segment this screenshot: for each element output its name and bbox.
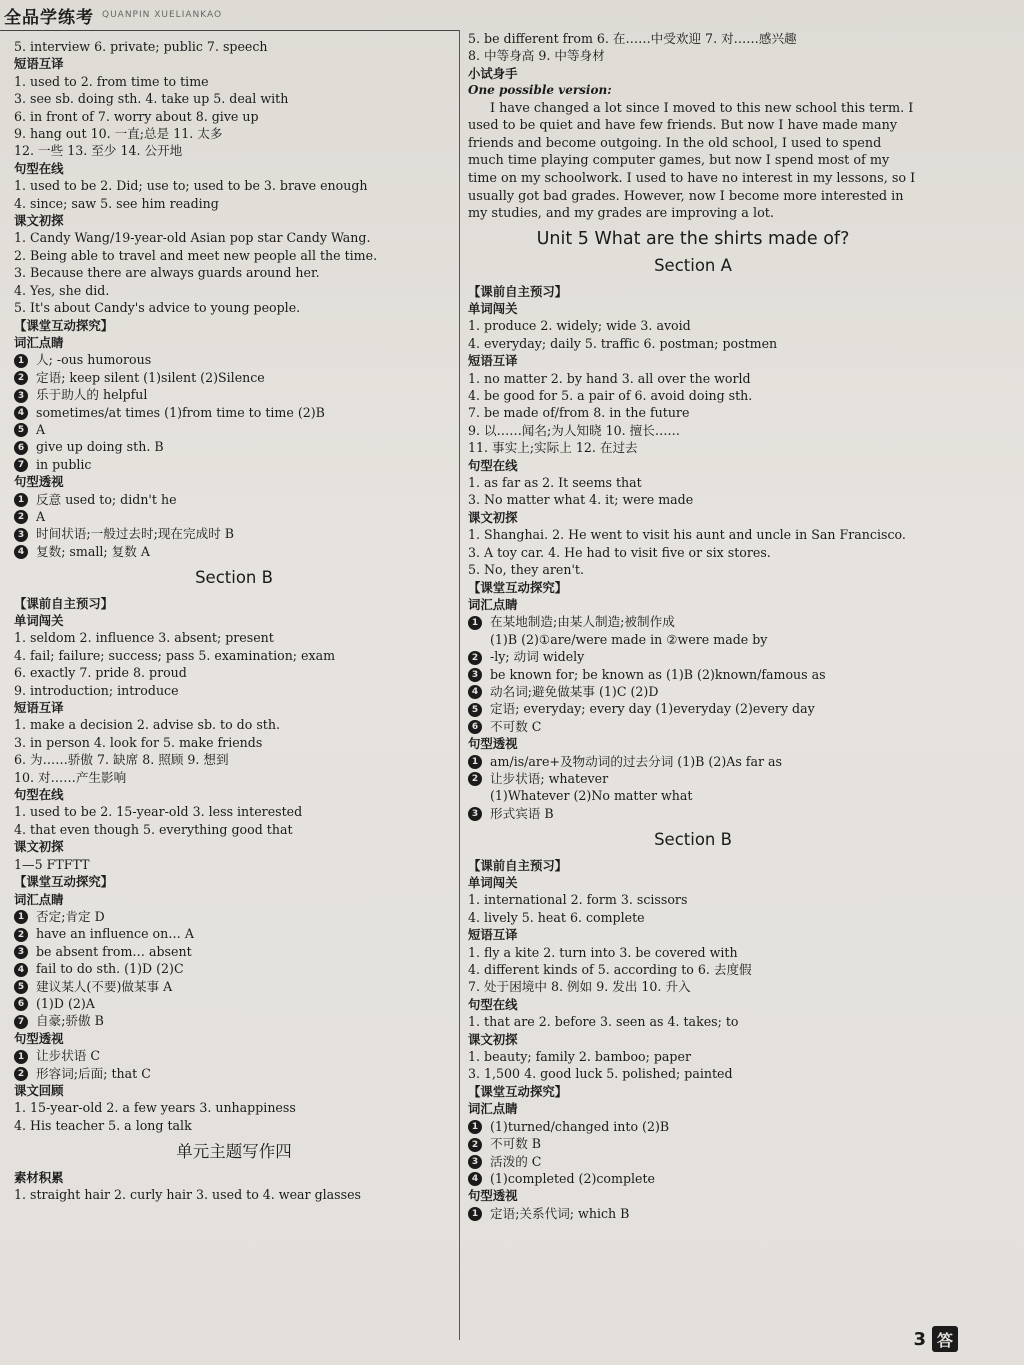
answer-line: 3. in person 4. look for 5. make friends [14, 734, 263, 750]
sample-essay: I have changed a lot since I moved to this new school this term. I used to be quiet and have few friends. But now I have made many friends and become outgoing. In the old school, I used to spend much time playing computer games, but now I spend most of my time on my schoolwork. I used to have no interest in my lessons, so I usually got bad grades. However, now I become more interested in my studies, and my grades are improving a lot. [468, 100, 916, 222]
item-number-badge: 5 [468, 703, 482, 717]
numbered-answer [14, 543, 454, 560]
numbered-answer [14, 1065, 454, 1082]
section-heading: 【课前自主预习】 [14, 595, 114, 611]
answer-badge: 答 [932, 1326, 958, 1352]
answer-subline: (1)Whatever (2)No matter what [490, 788, 693, 804]
item-number-badge: 6 [14, 441, 28, 455]
numbered-answer [14, 995, 454, 1012]
numbered-answer [14, 908, 454, 925]
answer-line: 4. His teacher 5. a long talk [14, 1117, 192, 1133]
numbered-answer [468, 1170, 918, 1187]
answer-text: 定语; keep silent (1)silent (2)Silence [36, 369, 265, 385]
answer-text: (1)completed (2)complete [490, 1170, 656, 1186]
item-number-badge: 3 [14, 389, 28, 403]
answer-line: 3. see sb. doing sth. 4. take up 5. deal with [14, 91, 289, 107]
answer-line: 1—5 FTFTT [14, 856, 90, 872]
numbered-answer [468, 753, 918, 770]
answer-line: 1. no matter 2. by hand 3. all over the world [468, 370, 751, 386]
answer-text: be known for; be known as (1)B (2)known/famous as [490, 666, 826, 682]
answer-text: fail to do sth. (1)D (2)C [36, 961, 184, 977]
answer-line: 7. 处于困境中 8. 例如 9. 发出 10. 升入 [468, 979, 691, 995]
answer-line: 1. produce 2. widely; wide 3. avoid [468, 318, 691, 334]
answer-line: 1. make a decision 2. advise sb. to do sth. [14, 717, 280, 733]
section-heading: 【课前自主预习】 [468, 857, 568, 873]
section-heading: 【课堂互动探究】 [14, 874, 114, 890]
left-column [14, 38, 454, 1203]
right-column [468, 30, 918, 1222]
section-heading: 词汇点睛 [468, 596, 518, 612]
answer-text: am/is/are+及物动词的过去分词 (1)B (2)As far as [490, 753, 782, 769]
numbered-answer [14, 438, 454, 455]
numbered-answer [468, 1135, 918, 1152]
item-number-badge: 1 [468, 616, 482, 630]
section-heading: 【课堂互动探究】 [468, 1083, 568, 1099]
item-number-badge: 4 [14, 963, 28, 977]
item-number-badge: 2 [468, 651, 482, 665]
answer-line: 3. A toy car. 4. He had to visit five or six stores. [468, 544, 771, 560]
answer-line: 12. 一些 13. 至少 14. 公开地 [14, 143, 183, 159]
item-number-badge: 4 [14, 406, 28, 420]
answer-line: 1. as far as 2. It seems that [468, 475, 642, 491]
section-heading: 句型透视 [468, 736, 518, 752]
section-heading: 句型透视 [14, 474, 64, 490]
section-heading: 句型在线 [14, 787, 64, 803]
item-number-badge: 1 [468, 755, 482, 769]
answer-line: 8. 中等身高 9. 中等身材 [468, 48, 605, 64]
item-number-badge: 7 [14, 458, 28, 472]
answer-line: 3. No matter what 4. it; were made [468, 492, 694, 508]
answer-text: 复数; small; 复数 A [36, 543, 150, 559]
section-heading: 课文初探 [14, 213, 64, 229]
numbered-answer [14, 404, 454, 421]
section-heading: 单词闯关 [14, 613, 64, 628]
page-footer [913, 1326, 958, 1352]
answer-line: 3. Because there are always guards around her. [14, 265, 320, 281]
answer-line: 1. seldom 2. influence 3. absent; present [14, 630, 274, 646]
item-number-badge: 2 [468, 772, 482, 786]
answer-text: 动名词;避免做某事 (1)C (2)D [490, 683, 659, 699]
item-number-badge: 3 [14, 528, 28, 542]
item-number-badge: 2 [14, 1067, 28, 1081]
numbered-answer [468, 1205, 918, 1222]
answer-line: 4. fail; failure; success; pass 5. examination; exam [14, 647, 336, 663]
section-heading: 词汇点睛 [14, 891, 64, 907]
section-heading: 词汇点睛 [14, 334, 64, 350]
numbered-answer [468, 613, 918, 630]
answer-line: 9. hang out 10. 一直;总是 11. 太多 [14, 126, 223, 142]
numbered-answer [14, 386, 454, 403]
numbered-answer [14, 960, 454, 977]
section-heading: 短语互译 [468, 927, 518, 943]
section-heading: 短语互译 [14, 700, 64, 716]
numbered-answer [14, 1012, 454, 1029]
essay-label: One possible version: [468, 83, 612, 98]
item-number-badge: 6 [14, 997, 28, 1011]
answer-subline: (1)B (2)①are/were made in ②were made by [490, 631, 768, 647]
item-number-badge: 7 [14, 1015, 28, 1029]
section-heading: 句型在线 [468, 996, 518, 1012]
answer-text: give up doing sth. B [36, 439, 164, 455]
section-title: 单元主题写作四 [176, 1142, 292, 1162]
answer-line: 1. international 2. form 3. scissors [468, 892, 688, 908]
numbered-answer [468, 666, 918, 683]
answer-line: 5. be different from 6. 在……中受欢迎 7. 对……感兴趣 [468, 31, 797, 46]
numbered-answer [468, 1153, 918, 1170]
numbered-answer [14, 508, 454, 525]
section-heading: 课文回顾 [14, 1082, 64, 1098]
answer-line: 11. 事实上;实际上 12. 在过去 [468, 440, 638, 456]
answer-text: (1)D (2)A [36, 995, 95, 1011]
column-divider [459, 30, 460, 1340]
answer-line: 4. Yes, she did. [14, 282, 110, 298]
item-number-badge: 3 [468, 1155, 482, 1169]
section-heading: 句型透视 [14, 1030, 64, 1046]
answer-line: 1. straight hair 2. curly hair 3. used to 4. wear glasses [14, 1187, 362, 1202]
item-number-badge: 4 [468, 685, 482, 699]
answer-text: 反意 used to; didn't he [36, 491, 177, 507]
section-title: Section B [195, 568, 273, 588]
answer-line: 1. fly a kite 2. turn into 3. be covered with [468, 944, 738, 960]
answer-line: 4. since; saw 5. see him reading [14, 195, 219, 211]
section-heading: 课文初探 [468, 1031, 518, 1047]
section-heading: 句型透视 [468, 1188, 518, 1204]
item-number-badge: 1 [14, 354, 28, 368]
answer-text: A [36, 508, 46, 524]
section-heading: 句型在线 [468, 457, 518, 473]
answer-line: 5. interview 6. private; public 7. speech [14, 39, 268, 54]
section-heading: 单词闯关 [468, 875, 518, 890]
answer-text: 定语; everyday; every day (1)everyday (2)every day [490, 701, 815, 717]
section-heading: 小试身手 [468, 65, 518, 81]
numbered-answer [14, 491, 454, 508]
item-number-badge: 6 [468, 720, 482, 734]
numbered-answer [14, 925, 454, 942]
answer-text: 乐于助人的 helpful [36, 387, 148, 403]
item-number-badge: 5 [14, 980, 28, 994]
numbered-answer [468, 1118, 918, 1135]
answer-line: 2. Being able to travel and meet new people all the time. [14, 247, 378, 263]
section-heading: 课文初探 [468, 509, 518, 525]
answer-line: 1. Shanghai. 2. He went to visit his aunt and uncle in San Francisco. [468, 527, 906, 543]
numbered-answer [14, 456, 454, 473]
answer-line: 6. exactly 7. pride 8. proud [14, 665, 187, 681]
section-heading: 句型在线 [14, 160, 64, 176]
answer-text: 活泼的 C [490, 1153, 542, 1169]
answer-text: 形容词;后面; that C [36, 1065, 151, 1081]
answer-text: 人; -ous humorous [36, 352, 152, 368]
brand-subtitle: QUANPIN XUELIANKAO [102, 10, 223, 20]
section-heading: 词汇点睛 [468, 1101, 518, 1117]
item-number-badge: 2 [14, 928, 28, 942]
answer-line: 1. used to 2. from time to time [14, 73, 209, 89]
numbered-answer [468, 683, 918, 700]
numbered-answer [468, 718, 918, 735]
answer-text: 不可数 B [490, 1136, 542, 1152]
answer-text: -ly; 动词 widely [490, 649, 585, 665]
section-heading: 短语互译 [468, 353, 518, 369]
item-number-badge: 1 [14, 910, 28, 924]
answer-text: 形式宾语 B [490, 805, 554, 821]
answer-text: sometimes/at times (1)from time to time (2)B [36, 404, 325, 420]
answer-text: 自豪;骄傲 B [36, 1013, 104, 1029]
numbered-answer [468, 700, 918, 717]
answer-text: 让步状语; whatever [490, 770, 609, 786]
answer-text: A [36, 421, 46, 437]
answer-line: 4. be good for 5. a pair of 6. avoid doing sth. [468, 388, 753, 404]
item-number-badge: 4 [468, 1172, 482, 1186]
header-rule [0, 30, 460, 31]
unit-title: Unit 5 What are the shirts made of? [536, 228, 850, 249]
section-heading: 单词闯关 [468, 301, 518, 316]
answer-line: 1. Candy Wang/19-year-old Asian pop star Candy Wang. [14, 230, 371, 246]
page-header [0, 0, 470, 30]
answer-text: 定语;关系代词; which B [490, 1205, 630, 1221]
numbered-answer [468, 648, 918, 665]
answer-line: 9. 以……闻名;为人知晓 10. 擅长…… [468, 422, 681, 438]
item-number-badge: 2 [468, 1138, 482, 1152]
section-heading: 【课堂互动探究】 [468, 579, 568, 595]
item-number-badge: 3 [468, 668, 482, 682]
answer-line: 4. lively 5. heat 6. complete [468, 909, 645, 925]
answer-line: 5. No, they aren't. [468, 562, 584, 578]
answer-line: 10. 对……产生影响 [14, 769, 127, 785]
answer-line: 4. that even though 5. everything good that [14, 821, 293, 837]
section-heading: 课文初探 [14, 839, 64, 855]
answer-line: 4. everyday; daily 5. traffic 6. postman; postmen [468, 335, 778, 351]
item-number-badge: 1 [14, 493, 28, 507]
section-title: Section B [654, 830, 732, 850]
item-number-badge: 3 [14, 945, 28, 959]
item-number-badge: 1 [14, 1050, 28, 1064]
numbered-answer [14, 351, 454, 368]
answer-line: 4. different kinds of 5. according to 6. 去度假 [468, 962, 752, 978]
section-heading: 【课堂互动探究】 [14, 317, 114, 333]
section-title: Section A [654, 256, 732, 276]
answer-line: 1. used to be 2. Did; use to; used to be 3. brave enough [14, 178, 368, 194]
answer-text: 让步状语 C [36, 1048, 101, 1064]
answer-line: 6. in front of 7. worry about 8. give up [14, 108, 259, 124]
section-heading: 素材积累 [14, 1169, 64, 1185]
item-number-badge: 2 [14, 371, 28, 385]
answer-text: 建议某人(不要)做某事 A [36, 978, 173, 994]
answer-line: 9. introduction; introduce [14, 682, 179, 698]
section-heading: 短语互译 [14, 56, 64, 72]
answer-line: 5. It's about Candy's advice to young people. [14, 300, 301, 316]
numbered-answer [14, 1047, 454, 1064]
item-number-badge: 1 [468, 1120, 482, 1134]
item-number-badge: 5 [14, 423, 28, 437]
numbered-answer [468, 805, 918, 822]
item-number-badge: 1 [468, 1207, 482, 1221]
answer-text: in public [36, 456, 92, 472]
numbered-answer [14, 978, 454, 995]
answer-line: 1. 15-year-old 2. a few years 3. unhappiness [14, 1100, 296, 1116]
answer-text: be absent from… absent [36, 943, 192, 959]
answer-line: 1. that are 2. before 3. seen as 4. takes; to [468, 1014, 739, 1030]
answer-text: 在某地制造;由某人制造;被制作成 [490, 614, 675, 630]
numbered-answer [14, 421, 454, 438]
section-heading: 【课前自主预习】 [468, 283, 568, 299]
answer-text: 否定;肯定 D [36, 908, 105, 924]
answer-line: 7. be made of/from 8. in the future [468, 405, 690, 421]
answer-text: 时间状语;一般过去时;现在完成时 B [36, 526, 235, 542]
numbered-answer [14, 525, 454, 542]
answer-line: 3. 1,500 4. good luck 5. polished; painted [468, 1066, 733, 1082]
answer-text: (1)turned/changed into (2)B [490, 1118, 670, 1134]
item-number-badge: 2 [14, 510, 28, 524]
item-number-badge: 3 [468, 807, 482, 821]
brand-title: 全品学练考 [4, 7, 94, 28]
answer-line: 1. used to be 2. 15-year-old 3. less interested [14, 804, 303, 820]
answer-line: 1. beauty; family 2. bamboo; paper [468, 1049, 691, 1065]
numbered-answer [14, 369, 454, 386]
answer-text: 不可数 C [490, 718, 542, 734]
numbered-answer [468, 770, 918, 787]
item-number-badge: 4 [14, 545, 28, 559]
answer-line: 6. 为……骄傲 7. 缺席 8. 照顾 9. 想到 [14, 752, 229, 768]
numbered-answer [14, 943, 454, 960]
answer-text: have an influence on… A [36, 926, 194, 942]
page-number: 3 [913, 1328, 926, 1350]
